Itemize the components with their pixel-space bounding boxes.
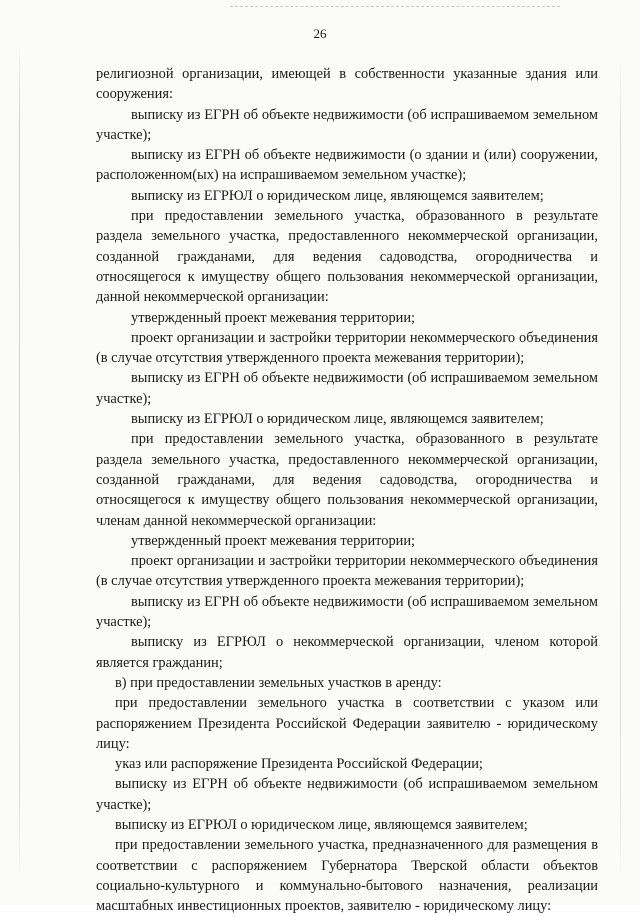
paragraph: выписку из ЕГРН об объекте недвижимости (об испрашиваемом земельном участке); [96,370,598,407]
document-body [96,64,598,916]
paragraph: выписку из ЕГРН об объекте недвижимости (об испрашиваемом земельном участке); [96,776,598,813]
paragraph: выписку из ЕГРЮЛ о юридическом лице, являющемся заявителем; [131,411,544,428]
scan-edge-right [620,60,621,880]
scan-artifact-top [230,6,560,8]
paragraph: религиозной организации, имеющей в собственности указанные здания или сооружения: [96,66,598,103]
paragraph: проект организации и застройки территории некоммерческого объединения (в случае отсутствия утвержденного проекта межевания территории); [96,329,598,367]
paragraph: указ или распоряжение Президента Российской Федерации; [115,756,483,773]
paragraph: выписку из ЕГРН об объекте недвижимости (о здании и (или) сооружении, расположенном(ых) на испрашиваемом земельном участке); [96,147,598,184]
paragraph: утвержденный проект межевания территории; [131,309,416,326]
page-number: 26 [313,26,327,41]
paragraph: при предоставлении земельного участка, образованного в результате раздела земельного участка, предоставленного некоммерческой организации, созданной гражданами, для ведения садоводства, огородничества и относящегося к имуществу общего пользования некоммерческой организации, данной некоммерческой организации: [96,208,598,306]
scan-edge-left [19,40,20,880]
paragraph: выписку из ЕГРН об объекте недвижимости (об испрашиваемом земельном участке); [96,593,598,631]
paragraph: выписку из ЕГРЮЛ о юридическом лице, являющемся заявителем; [131,187,544,204]
paragraph: при предоставлении земельного участка в соответствии с указом или распоряжением Президента Российской Федерации заявителю - юридическому лицу: [96,695,598,752]
paragraph: выписку из ЕГРН об объекте недвижимости (об испрашиваемом земельном участке); [96,106,598,143]
paragraph: выписку из ЕГРЮЛ о юридическом лице, являющемся заявителем; [115,816,528,833]
paragraph: выписку из ЕГРЮЛ о некоммерческой организации, членом которой является гражданин; [96,634,598,671]
paragraph: проект организации и застройки территории некоммерческого объединения (в случае отсутствия утвержденного проекта межевания территории); [96,553,598,590]
paragraph: при предоставлении земельного участка, предназначенного для размещения в соответствии с распоряжением Губернатора Тверской области объектов социально-культурного и коммунально-бытового назначения, реализации масштабных инвестиционных проектов, заявителю - юридическому лицу: [96,837,598,915]
paragraph: при предоставлении земельного участка, образованного в результате раздела земельного участка, предоставленного некоммерческой организации, созданной гражданами, для ведения садоводства, огородничества и относящегося к имуществу общего пользования некоммерческой организации, членам данной некоммерческой организации: [96,431,598,529]
paragraph: утвержденный проект межевания территории; [131,532,416,549]
paragraph: в) при предоставлении земельных участков в аренду: [115,674,442,691]
